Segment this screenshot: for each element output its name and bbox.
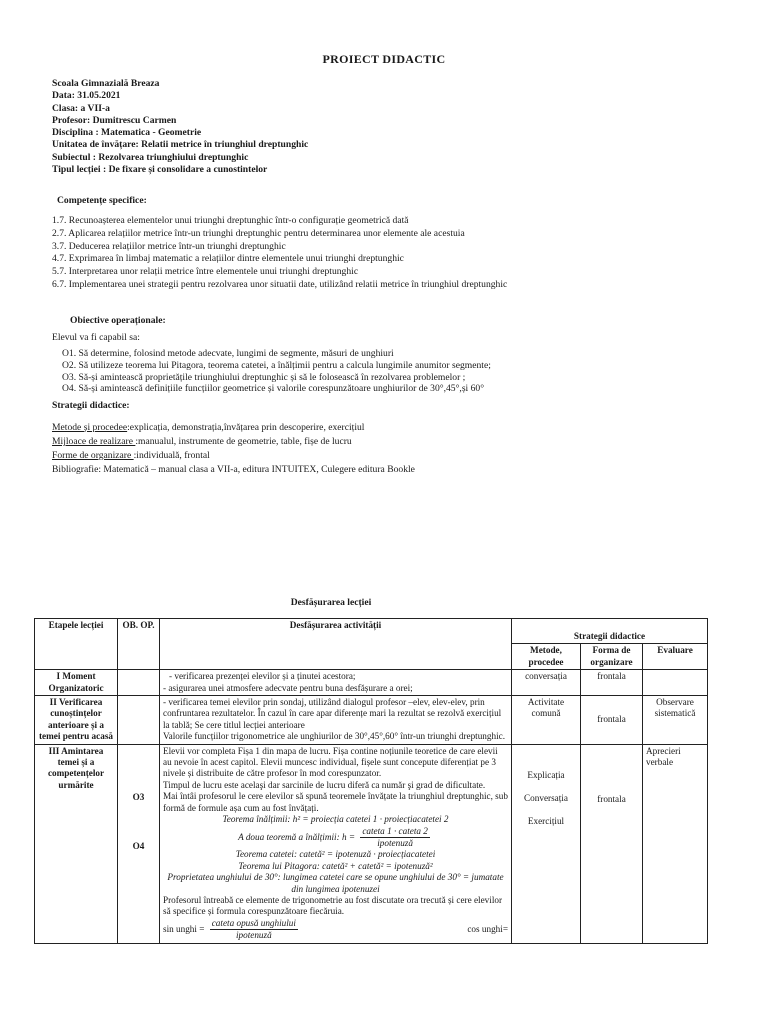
fraction-denominator: ipotenuză: [235, 930, 272, 941]
list-item: 5.7. Interpretarea unor relații metrice între elementele unui triunghi dreptunghic: [52, 266, 359, 278]
flow-title: Desfășurarea lecției: [290, 597, 372, 608]
subject-line: Subiectul : Rezolvarea triunghiului dreptunghic: [52, 151, 249, 163]
competente-heading: Competențe specifice:: [57, 195, 147, 206]
obiective-list: [62, 348, 491, 395]
fraction: [360, 826, 430, 850]
fraction-numerator: cateta opusă unghiului: [210, 918, 298, 930]
metode-cell: conversația: [512, 670, 581, 696]
formula-inaltime: Teorema înălțimii: h² = proiecția catetei 1 · proiecțiacatetei 2: [222, 814, 449, 825]
trig-formulas: [163, 918, 508, 942]
class-line: Clasa: a VII-a: [52, 102, 110, 114]
fraction-numerator: cateta 1 · cateta 2: [360, 826, 430, 838]
strategii-heading: Strategii didactice:: [52, 400, 130, 411]
forma-value: frontala: [597, 793, 626, 804]
header-metode: Metode, procedee: [512, 644, 581, 670]
metode-value: :explicația, demonstrația,învățarea prin descoperire, exercițiul: [127, 422, 365, 433]
school-line: Scoala Gimnazială Breaza: [52, 78, 160, 89]
activity-paragraph: Timpul de lucru este acelaşi dar sarcinile de lucru diferă ca număr şi grad de dificultate.: [163, 779, 486, 790]
header-evaluare: Evaluare: [643, 644, 708, 670]
forma-cell: frontala: [581, 670, 643, 696]
ob-code: O3: [132, 791, 145, 802]
lesson-flow-table: [34, 618, 708, 944]
fraction: [210, 918, 298, 942]
metoda-item: Exercițiul: [527, 816, 565, 827]
etapa-cell: III Amintarea temei și a competențelor urmărite: [35, 744, 118, 943]
table-row: [35, 670, 708, 696]
metode-cell: Activitate comună: [512, 696, 581, 745]
activity-paragraph: Mai întâi profesorul le cere elevilor să spună teoremele învățate la triunghiul dreptunghic, sub formă de formule așa cum au fost învățați.: [163, 791, 508, 813]
formula-inaltime-2: [163, 826, 508, 850]
cos-label: cos unghi=: [467, 923, 508, 934]
evaluare-cell: [643, 670, 708, 696]
formula-catetei: Teorema catetei: catetă² = ipotenuză · proiecțiacatetei: [235, 849, 436, 860]
forme-line: [52, 450, 210, 461]
metoda-item: Explicația: [527, 769, 565, 780]
formula-label: A doua teoremă a înălțimii: h =: [238, 831, 356, 842]
activity-line: Valorile funcțiilor trigonometrice ale unghiurilor de 30°,45°,60° într-un triunghi dreptunghic.: [163, 731, 506, 742]
desfasurare-cell: [160, 670, 512, 696]
obiective-intro: Elevul va fi capabil sa:: [52, 332, 140, 343]
evaluare-cell: Observare sistematică: [643, 696, 708, 745]
list-item: 6.7. Implementarea unei strategii pentru rezolvarea unor situatii date, utilizând relatii metrice în triunghiul dreptunghic: [52, 278, 508, 290]
page-title: PROIECT DIDACTIC: [322, 52, 446, 66]
formula-pitagora: Teorema lui Pitagora: catetă² + catetă² = ipotenuză²: [238, 860, 433, 871]
list-item: O1. Să determine, folosind metode adecvate, lungimi de segmente, măsuri de unghiuri: [62, 348, 394, 359]
evaluare-cell: Aprecieri verbale: [643, 744, 708, 943]
mijloace-label: Mijloace de realizare: [52, 436, 136, 447]
desfasurare-cell: [160, 744, 512, 943]
forma-cell: frontala: [581, 696, 643, 745]
sin-label: sin unghi =: [163, 923, 205, 934]
ob-cell: [118, 744, 160, 943]
mijloace-value: :manualul, instrumente de geometrie, table, fișe de lucru: [135, 436, 352, 447]
etapa-cell: I Moment Organizatoric: [35, 670, 118, 696]
teacher-line: Profesor: Dumitrescu Carmen: [52, 114, 177, 126]
activity-paragraph: Elevii vor completa Fișa 1 din mapa de lucru. Fișa contine noțiunile teoretice de care elevii au nevoie în acest capitol. Elevii muncesc individual, fișele sunt concepute diferențiat pe 3 nivele și distribuite de către profesor în mod corespunzator.: [163, 745, 498, 779]
metode-line: [52, 422, 364, 433]
metode-cell: [512, 744, 581, 943]
header-etape: Etapele lecției: [35, 619, 118, 670]
activity-line: - verificarea prezenței elevilor și a ținutei acestora;: [169, 671, 356, 682]
header-forma: Forma de organizare: [581, 644, 643, 670]
activity-line: - asigurarea unei atmosfere adecvate pentru buna desfășurare a orei;: [163, 682, 413, 693]
discipline-line: Disciplina : Matematica - Geometrie: [52, 127, 202, 139]
mijloace-line: [52, 436, 352, 447]
list-item: 1.7. Recunoașterea elementelor unui triunghi dreptunghic într-o configurație geometrică dată: [52, 215, 409, 226]
etapa-cell: II Verificarea cunoștințelor anterioare și a temei pentru acasă: [35, 696, 118, 745]
header-desfasurare: Desfășurarea activității: [160, 619, 512, 670]
activity-line: - verificarea temei elevilor prin sondaj, utilizând dialogul profesor –elev, elev-elev, prin confruntarea rezultatelor. În cazul în care apar diferențe mari la rezultat se rezolvă exercițiul la tablă; Se cere titlul lecției anterioare: [163, 697, 502, 730]
competente-list: [52, 215, 507, 292]
metode-label: Metode și procedee: [52, 422, 128, 433]
activity-paragraph: Profesorul întreabă ce elemente de trigonometrie au fost discutate ora trecută și cere elevilor să specifice și formula corespunzătoare fiecăruia.: [163, 894, 503, 917]
list-item: 2.7. Aplicarea relațiilor metrice într-un triunghi dreptunghic pentru determinarea unor elemente ale acestuia: [52, 227, 465, 239]
desfasurare-cell: [160, 696, 512, 745]
list-item: O2. Să utilizeze teorema lui Pitagora, teorema catetei, a înălțimii pentru a calcula lungimile anumitor segmente;: [62, 359, 491, 371]
fraction-denominator: ipotenuză: [377, 837, 413, 848]
sin-formula: [163, 918, 301, 942]
metoda-item: Conversația: [524, 793, 568, 804]
unit-line: Unitatea de învățare: Relatii metrice în triunghiul dreptunghic: [52, 139, 309, 151]
list-item: 4.7. Exprimarea în limbaj matematic a relațiilor dintre elementele unui triunghi dreptunghic: [52, 253, 404, 265]
ob-code: O4: [132, 841, 145, 852]
ob-cell: [118, 670, 160, 696]
formula-30-grade: Proprietatea unghiului de 30°: lungimea catetei care se opune unghiului de 30° = jumatate din lungimea ipotenuzei: [167, 872, 504, 894]
table-row: [35, 744, 708, 943]
ob-cell: [118, 696, 160, 745]
bibliografie-line: Bibliografie: Matematică – manual clasa a VII-a, editura INTUITEX, Culegere editura Bookle: [52, 464, 415, 475]
table-row: [35, 696, 708, 745]
list-item: 3.7. Deducerea relațiilor metrice într-un triunghi dreptunghic: [52, 240, 286, 252]
list-item: O3. Să-și amintească proprietățile triunghiului dreptunghic și să le folosească în rezolvarea problemelor ;: [62, 371, 466, 383]
forma-cell: [581, 744, 643, 943]
forme-label: Forme de organizare: [52, 450, 134, 461]
list-item: O4. Să-și amintească definițiile funcțiilor geometrice și valorile corespunzătoare unghiurilor de 30°,45°,și 60°: [62, 383, 485, 395]
lesson-type-line: Tipul lecției : De fixare și consolidare a cunostintelor: [52, 164, 268, 176]
table-header-row: [35, 619, 708, 644]
forme-value: :individuală, frontal: [133, 450, 210, 461]
obiective-heading: Obiective operaționale:: [70, 315, 166, 326]
header-block: [52, 78, 308, 176]
date-line: Data: 31.05.2021: [52, 90, 121, 102]
header-ob: OB. OP.: [118, 619, 160, 670]
header-strategii: Strategii didactice: [512, 619, 708, 644]
